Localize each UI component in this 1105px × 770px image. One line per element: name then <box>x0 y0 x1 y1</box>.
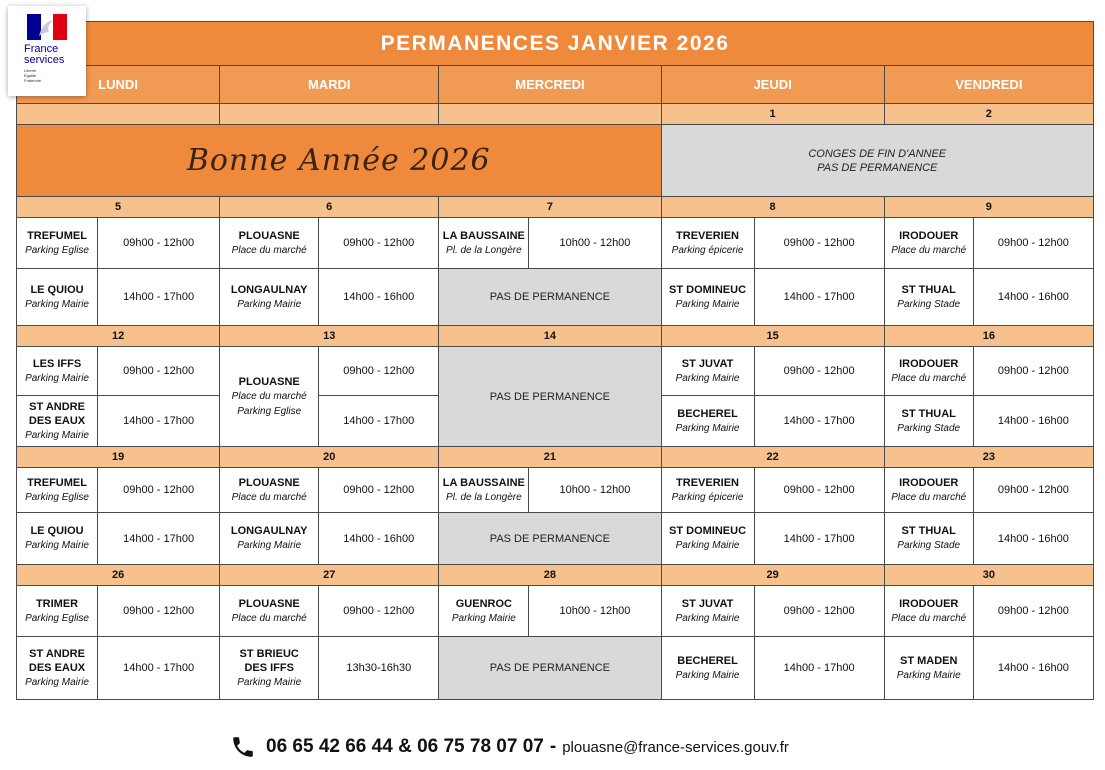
afternoon-row <box>17 637 1094 700</box>
time-slot: 10h00 - 12h00 <box>529 586 661 637</box>
location-cell: ST JUVAT Parking Mairie <box>661 586 754 637</box>
location-cell: ST BRIEUC DES IFFS Parking Mairie <box>220 637 319 700</box>
time-slot: 09h00 - 12h00 <box>98 218 220 269</box>
location-cell: LONGAULNAY Parking Mairie <box>220 269 319 326</box>
day-number: 22 <box>661 447 884 468</box>
location-cell: ST ANDRE DES EAUX Parking Mairie <box>17 396 98 447</box>
morning-row <box>17 218 1094 269</box>
contact-separator: - <box>549 736 557 757</box>
contact-footer <box>230 731 789 763</box>
logo-motto: Liberté Égalité Fraternité <box>24 68 42 83</box>
time-slot: 09h00 - 12h00 <box>754 586 884 637</box>
logo-text-france: France <box>24 43 59 55</box>
no-permanence-cell: PAS DE PERMANENCE <box>439 347 661 447</box>
day-number <box>439 104 661 125</box>
time-slot: 09h00 - 12h00 <box>319 218 439 269</box>
afternoon-row <box>17 269 1094 326</box>
time-slot: 14h00 - 16h00 <box>973 513 1093 565</box>
morning-row <box>17 468 1094 513</box>
new-year-greeting: Bonne Année 2026 <box>17 125 662 197</box>
time-slot: 14h00 - 17h00 <box>98 269 220 326</box>
time-slot: 10h00 - 12h00 <box>529 218 661 269</box>
morning-row <box>17 586 1094 637</box>
day-number: 6 <box>220 197 439 218</box>
time-slot: 10h00 - 12h00 <box>529 468 661 513</box>
day-number: 13 <box>220 326 439 347</box>
day-number: 9 <box>884 197 1093 218</box>
no-permanence-cell: PAS DE PERMANENCE <box>439 269 661 326</box>
holiday-notice <box>661 125 1094 197</box>
day-number: 30 <box>884 565 1093 586</box>
time-slot: 14h00 - 16h00 <box>973 637 1093 700</box>
day-number: 1 <box>661 104 884 125</box>
holiday-notice-line1: CONGES DE FIN D'ANNEE <box>808 147 947 160</box>
time-slot: 09h00 - 12h00 <box>754 218 884 269</box>
time-slot: 09h00 - 12h00 <box>973 586 1093 637</box>
week-number-row <box>17 565 1094 586</box>
day-number: 2 <box>884 104 1093 125</box>
time-slot: 09h00 - 12h00 <box>98 347 220 396</box>
time-slot: 14h00 - 17h00 <box>319 396 439 447</box>
time-slot: 09h00 - 12h00 <box>973 468 1093 513</box>
time-slot: 09h00 - 12h00 <box>754 468 884 513</box>
location-cell: BECHEREL Parking Mairie <box>661 396 754 447</box>
day-number <box>17 104 220 125</box>
time-slot: 14h00 - 16h00 <box>973 396 1093 447</box>
day-number: 20 <box>220 447 439 468</box>
day-number: 8 <box>661 197 884 218</box>
day-number: 28 <box>439 565 661 586</box>
location-cell: LE QUIOU Parking Mairie <box>17 513 98 565</box>
time-slot: 09h00 - 12h00 <box>98 586 220 637</box>
week-number-row <box>17 104 1094 125</box>
location-cell: TRIMER Parking Eglise <box>17 586 98 637</box>
location-cell: LE QUIOU Parking Mairie <box>17 269 98 326</box>
time-slot: 14h00 - 17h00 <box>754 396 884 447</box>
day-number: 5 <box>17 197 220 218</box>
day-header-mardi: MARDI <box>220 66 439 104</box>
location-cell: ST ANDRE DES EAUX Parking Mairie <box>17 637 98 700</box>
location-cell: LA BAUSSAINE Pl. de la Longère <box>439 468 529 513</box>
location-cell: PLOUASNE Place du marché <box>220 218 319 269</box>
location-cell: BECHEREL Parking Mairie <box>661 637 754 700</box>
holiday-notice-line2: PAS DE PERMANENCE <box>817 161 938 174</box>
no-permanence-cell: PAS DE PERMANENCE <box>439 513 661 565</box>
time-slot: 09h00 - 12h00 <box>98 468 220 513</box>
location-cell: LA BAUSSAINE Pl. de la Longère <box>439 218 529 269</box>
location-cell: ST DOMINEUC Parking Mairie <box>661 513 754 565</box>
location-cell: TREVERIEN Parking épicerie <box>661 468 754 513</box>
time-slot: 14h00 - 17h00 <box>754 513 884 565</box>
location-cell: ST THUAL Parking Stade <box>884 269 973 326</box>
day-number: 15 <box>661 326 884 347</box>
time-slot: 14h00 - 16h00 <box>973 269 1093 326</box>
time-slot: 13h30-16h30 <box>319 637 439 700</box>
location-cell: ST DOMINEUC Parking Mairie <box>661 269 754 326</box>
time-slot: 14h00 - 17h00 <box>98 396 220 447</box>
time-slot: 09h00 - 12h00 <box>319 468 439 513</box>
location-cell: ST THUAL Parking Stade <box>884 513 973 565</box>
time-slot: 09h00 - 12h00 <box>319 347 439 396</box>
location-cell: GUENROC Parking Mairie <box>439 586 529 637</box>
day-header-lundi: LUNDI <box>17 66 220 104</box>
location-cell: LES IFFS Parking Mairie <box>17 347 98 396</box>
location-cell: ST JUVAT Parking Mairie <box>661 347 754 396</box>
day-number: 16 <box>884 326 1093 347</box>
calendar-table <box>16 21 1094 700</box>
time-slot: 09h00 - 12h00 <box>319 586 439 637</box>
day-number <box>220 104 439 125</box>
week-number-row <box>17 447 1094 468</box>
week-number-row <box>17 326 1094 347</box>
day-number: 19 <box>17 447 220 468</box>
location-cell: IRODOUER Place du marché <box>884 218 973 269</box>
location-cell: PLOUASNE Place du marché <box>220 586 319 637</box>
time-slot: 14h00 - 17h00 <box>98 637 220 700</box>
day-number: 29 <box>661 565 884 586</box>
afternoon-row <box>17 513 1094 565</box>
day-number: 12 <box>17 326 220 347</box>
day-number: 27 <box>220 565 439 586</box>
page-title: PERMANENCES JANVIER 2026 <box>17 22 1094 66</box>
location-cell: IRODOUER Place du marché <box>884 347 973 396</box>
location-cell: TREFUMEL Parking Eglise <box>17 218 98 269</box>
location-cell: PLOUASNE Place du marché <box>220 468 319 513</box>
phone-icon <box>230 734 256 760</box>
day-header-mercredi: MERCREDI <box>439 66 661 104</box>
day-number: 14 <box>439 326 661 347</box>
time-slot: 14h00 - 17h00 <box>754 269 884 326</box>
day-header-row <box>17 66 1094 104</box>
day-header-jeudi: JEUDI <box>661 66 884 104</box>
day-number: 21 <box>439 447 661 468</box>
france-services-logo <box>8 6 86 96</box>
location-cell: PLOUASNE Place du marché Parking Eglise <box>220 347 319 447</box>
day-number: 23 <box>884 447 1093 468</box>
time-slot: 14h00 - 17h00 <box>754 637 884 700</box>
location-cell: TREVERIEN Parking épicerie <box>661 218 754 269</box>
day-header-vendredi: VENDREDI <box>884 66 1093 104</box>
email-link[interactable]: plouasne@france-services.gouv.fr <box>562 738 789 756</box>
day-number: 7 <box>439 197 661 218</box>
day-number: 26 <box>17 565 220 586</box>
time-slot: 14h00 - 17h00 <box>98 513 220 565</box>
location-cell: ST THUAL Parking Stade <box>884 396 973 447</box>
marianne-icon <box>27 14 67 40</box>
location-cell: IRODOUER Place du marché <box>884 468 973 513</box>
time-slot: 14h00 - 16h00 <box>319 269 439 326</box>
location-cell: LONGAULNAY Parking Mairie <box>220 513 319 565</box>
location-cell: IRODOUER Place du marché <box>884 586 973 637</box>
location-cell: TREFUMEL Parking Eglise <box>17 468 98 513</box>
logo-text-services: services <box>24 54 65 66</box>
phone-numbers[interactable]: 06 65 42 66 44 & 06 75 78 07 07 <box>266 736 544 757</box>
time-slot: 14h00 - 16h00 <box>319 513 439 565</box>
time-slot: 09h00 - 12h00 <box>973 218 1093 269</box>
no-permanence-cell: PAS DE PERMANENCE <box>439 637 661 700</box>
week-number-row <box>17 197 1094 218</box>
morning-row <box>17 347 1094 396</box>
time-slot: 09h00 - 12h00 <box>754 347 884 396</box>
location-cell: ST MADEN Parking Mairie <box>884 637 973 700</box>
time-slot: 09h00 - 12h00 <box>973 347 1093 396</box>
